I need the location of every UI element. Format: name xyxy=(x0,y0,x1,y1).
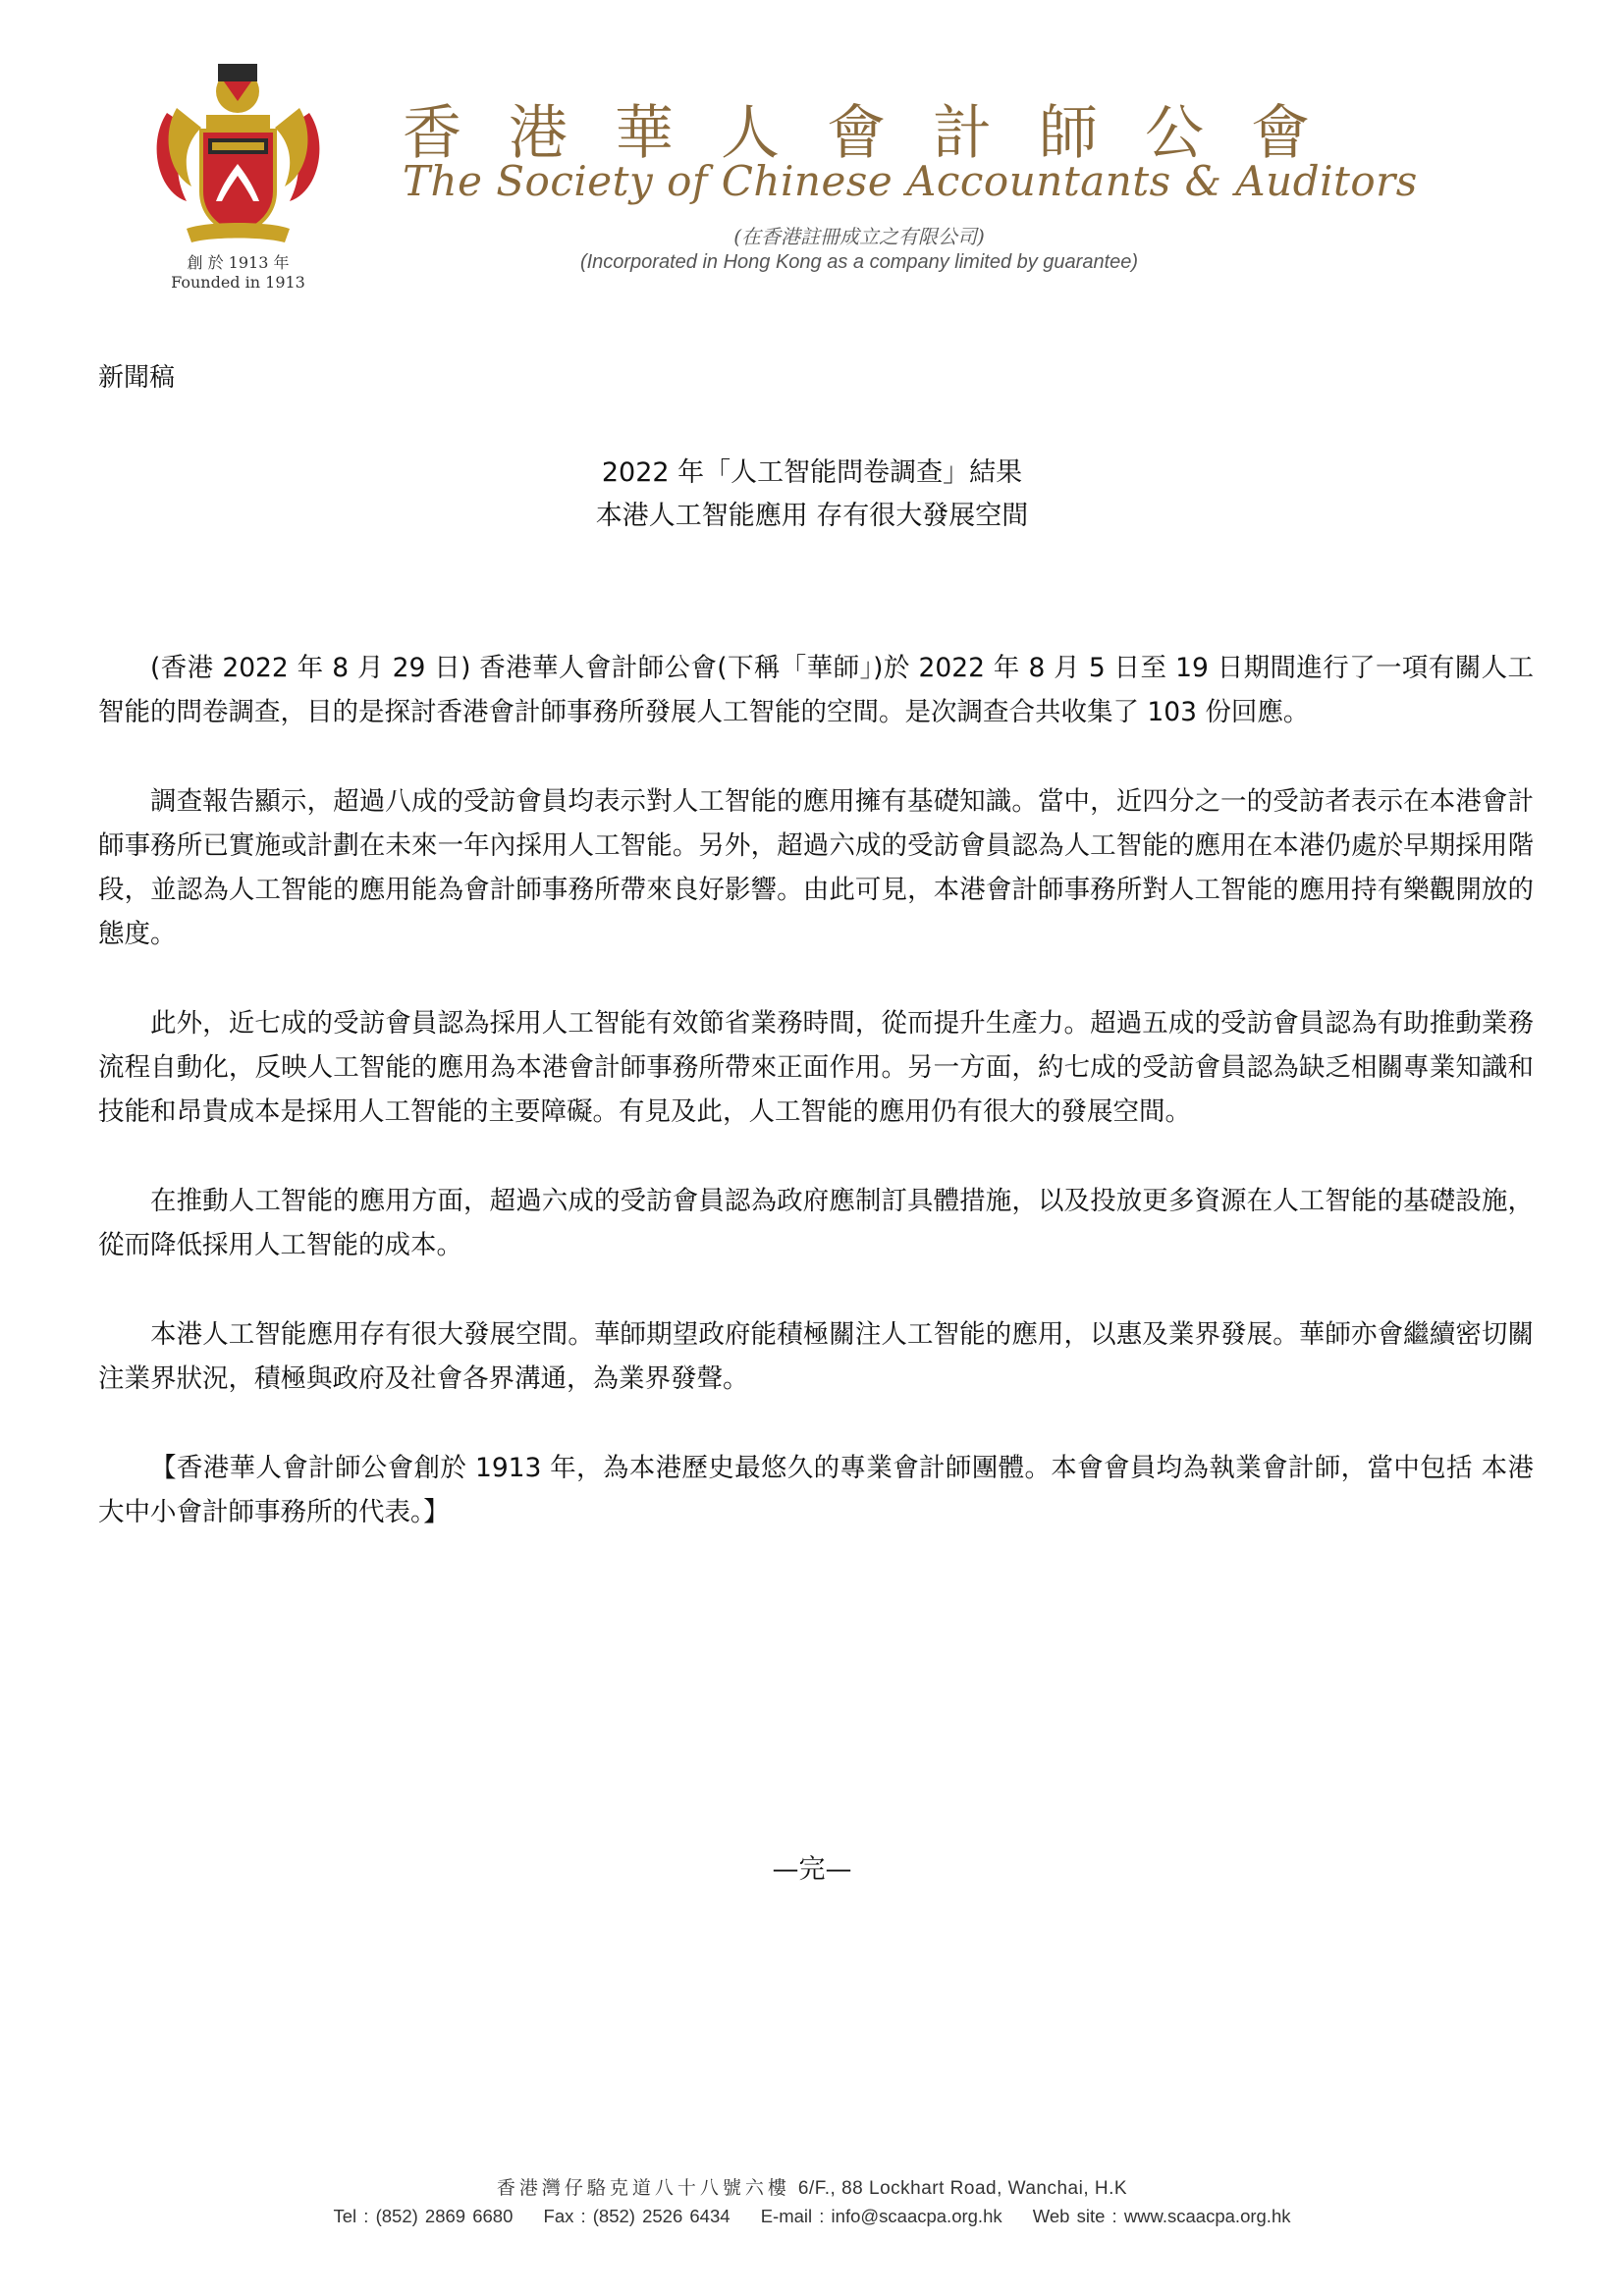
document-type-label: 新聞稿 xyxy=(98,363,176,393)
founded-en: Founded in 1913 xyxy=(171,273,305,292)
footer-website[interactable]: Web site : www.scaacpa.org.hk xyxy=(1032,2206,1291,2226)
org-name-en: The Society of Chinese Accountants & Auditors xyxy=(403,157,1418,205)
founded-zh: 創 於 1913 年 xyxy=(187,253,290,272)
end-mark: —完— xyxy=(772,1854,852,1885)
press-release-body xyxy=(98,646,1534,1579)
title-line-1: 2022 年「人工智能問卷調查」結果 xyxy=(601,457,1023,488)
paragraph: 此外，近七成的受訪會員認為採用人工智能有效節省業務時間，從而提升生產力。超過五成的受訪會員認為有助推動業務流程自動化，反映人工智能的應用為本港會計師事務所帶來正面作用。另一方面，約七成的受訪會員認為缺乏相關專業知識和技能和昂貴成本是採用人工智能的主要障礙。有見及此，人工智能的應用仍有很大的發展空間。 xyxy=(98,1008,1534,1127)
address-en: 6/F., 88 Lockhart Road, Wanchai, H.K xyxy=(797,2178,1128,2199)
paragraph: (香港 2022 年 8 月 29 日) 香港華人會計師公會(下稱「華師」)於 2022 年 8 月 5 日至 19 日期間進行了一項有關人工智能的問卷調查，目的是探討香港會計師事務所發展人工智能的空間。是次調查合共收集了 103 份回應。 xyxy=(98,653,1534,727)
incorporation-note-en: (Incorporated in Hong Kong as a company limited by guarantee) xyxy=(579,251,1139,273)
paragraph: 調查報告顯示，超過八成的受訪會員均表示對人工智能的應用擁有基礎知識。當中，近四分之一的受訪者表示在本港會計師事務所已實施或計劃在未來一年內採用人工智能。另外，超過六成的受訪會員認為人工智能的應用在本港仍處於早期採用階段，並認為人工智能的應用能為會計師事務所帶來良好影響。由此可見，本港會計師事務所對人工智能的應用持有樂觀開放的態度。 xyxy=(98,786,1534,949)
address-zh: 香港灣仔駱克道八十八號六樓 xyxy=(496,2177,790,2199)
footer-address xyxy=(0,2174,1624,2203)
society-crest-logo xyxy=(147,54,329,250)
letterhead-footer xyxy=(0,2174,1624,2230)
footer-email[interactable]: E-mail : info@scaacpa.org.hk xyxy=(760,2206,1002,2226)
letterhead xyxy=(0,0,1624,324)
press-release-title xyxy=(0,452,1624,538)
org-name-zh: 香港華人會計師公會 xyxy=(403,99,1357,168)
paragraph: 在推動人工智能的應用方面，超過六成的受訪會員認為政府應制訂具體措施，以及投放更多資源在人工智能的基礎設施，從而降低採用人工智能的成本。 xyxy=(98,1186,1534,1260)
paragraph: 本港人工智能應用存有很大發展空間。華師期望政府能積極關注人工智能的應用，以惠及業界發展。華師亦會繼續密切關注業界狀況，積極與政府及社會各界溝通，為業界發聲。 xyxy=(98,1319,1534,1394)
footer-tel: Tel : (852) 2869 6680 xyxy=(333,2206,514,2226)
footer-contact xyxy=(0,2203,1624,2230)
incorporation-note-zh: (在香港註冊成立之有限公司) xyxy=(733,225,985,248)
title-line-2: 本港人工智能應用 存有很大發展空間 xyxy=(595,501,1029,531)
footer-fax: Fax : (852) 2526 6434 xyxy=(543,2206,731,2226)
founded-caption xyxy=(147,253,329,293)
society-info-paragraph: 【香港華人會計師公會創於 1913 年，為本港歷史最悠久的專業會計師團體。本會會員均為執業會計師，當中包括 本港大中小會計師事務所的代表。】 xyxy=(98,1453,1534,1527)
